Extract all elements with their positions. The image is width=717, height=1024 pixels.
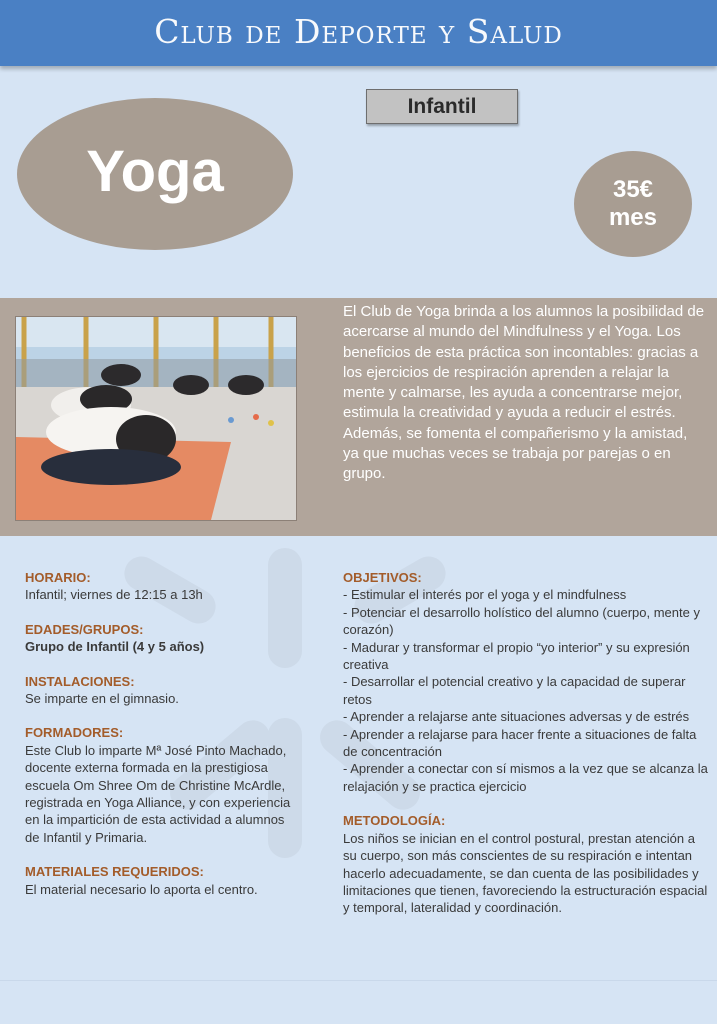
horario-body: Infantil; viernes de 12:15 a 13h bbox=[25, 587, 203, 603]
formadores-body: Este Club lo imparte Mª José Pinto Machado, docente externa formada en la prestigiosa escuela Om Shree Om de Christine McArdle, registrada en Yoga Alliance, y con experiencia en la impartición de esta actividad a alumnos de Infantil y Primaria. bbox=[25, 742, 291, 845]
price-period: mes bbox=[608, 204, 658, 231]
price-badge bbox=[574, 151, 692, 257]
level-badge: Infantil bbox=[366, 89, 518, 124]
objetivos-list bbox=[343, 586, 709, 795]
left-column bbox=[25, 569, 300, 915]
club-title: Club de Deporte y Salud bbox=[154, 12, 563, 51]
yoga-class-photo bbox=[15, 316, 297, 521]
title-oval bbox=[17, 98, 293, 250]
instalaciones-body: Se imparte en el gimnasio. bbox=[25, 691, 179, 707]
objetivo-item: - Aprender a conectar con sí mismos a la vez que se alcanza la relajación y se practica ejercicio bbox=[343, 761, 708, 794]
objetivo-item: - Estimular el interés por el yoga y el mindfulness bbox=[343, 587, 627, 603]
objetivo-item: - Aprender a relajarse ante situaciones adversas y de estrés bbox=[343, 709, 690, 725]
horario-title: HORARIO: bbox=[25, 570, 91, 585]
objetivo-item: - Potenciar el desarrollo holístico del alumno (cuerpo, mente y corazón) bbox=[343, 604, 700, 638]
objetivo-item: - Desarrollar el potencial creativo y la capacidad de superar retos bbox=[343, 674, 686, 707]
price-amount: 35€ bbox=[612, 176, 654, 203]
right-column bbox=[343, 569, 709, 934]
instalaciones-title: INSTALACIONES: bbox=[25, 673, 135, 689]
metodologia-title: METODOLOGÍA: bbox=[343, 813, 446, 829]
intro-paragraph: El Club de Yoga brinda a los alumnos la posibilidad de acercarse al mundo del Mindfulness y el Yoga. Los beneficios de esta práctica son incontables: gracias a los ejercicios de respiración aprenden a relajar la mente y calmarse, les ayuda a concentrarse mejor, estimula la creatividad y ayuda a reducir el estrés. Además, se fomenta el compañerismo y la amistad, ya que muchas veces se trabaja por parejas o en grupo. bbox=[343, 303, 705, 483]
header-bar bbox=[0, 0, 717, 66]
metodologia-body: Los niños se inician en el control postural, prestan atención a su cuerpo, son más conscientes de su respiración e intentan hacerlo adecuadamente, se dan cuenta de las posibilidades y limitaciones que tienen, favoreciendo la estructuración espacial y temporal, lateralidad y coordinación. bbox=[343, 830, 708, 916]
activity-title: Yoga bbox=[86, 139, 224, 204]
materiales-title: MATERIALES REQUERIDOS: bbox=[25, 864, 204, 880]
objetivo-item: - Aprender a relajarse para hacer frente a situaciones de falta de concentración bbox=[343, 726, 697, 760]
footer-divider bbox=[0, 980, 717, 981]
materiales-body: El material necesario lo aporta el centro. bbox=[25, 881, 258, 897]
edades-body: Grupo de Infantil (4 y 5 años) bbox=[25, 639, 205, 655]
edades-title: EDADES/GRUPOS: bbox=[25, 621, 144, 637]
objetivo-item: - Madurar y transformar el propio “yo interior” y su expresión creativa bbox=[343, 639, 690, 673]
formadores-title: FORMADORES: bbox=[25, 725, 124, 741]
objetivos-title: OBJETIVOS: bbox=[343, 570, 422, 585]
yoga-photo-illustration bbox=[16, 317, 296, 520]
